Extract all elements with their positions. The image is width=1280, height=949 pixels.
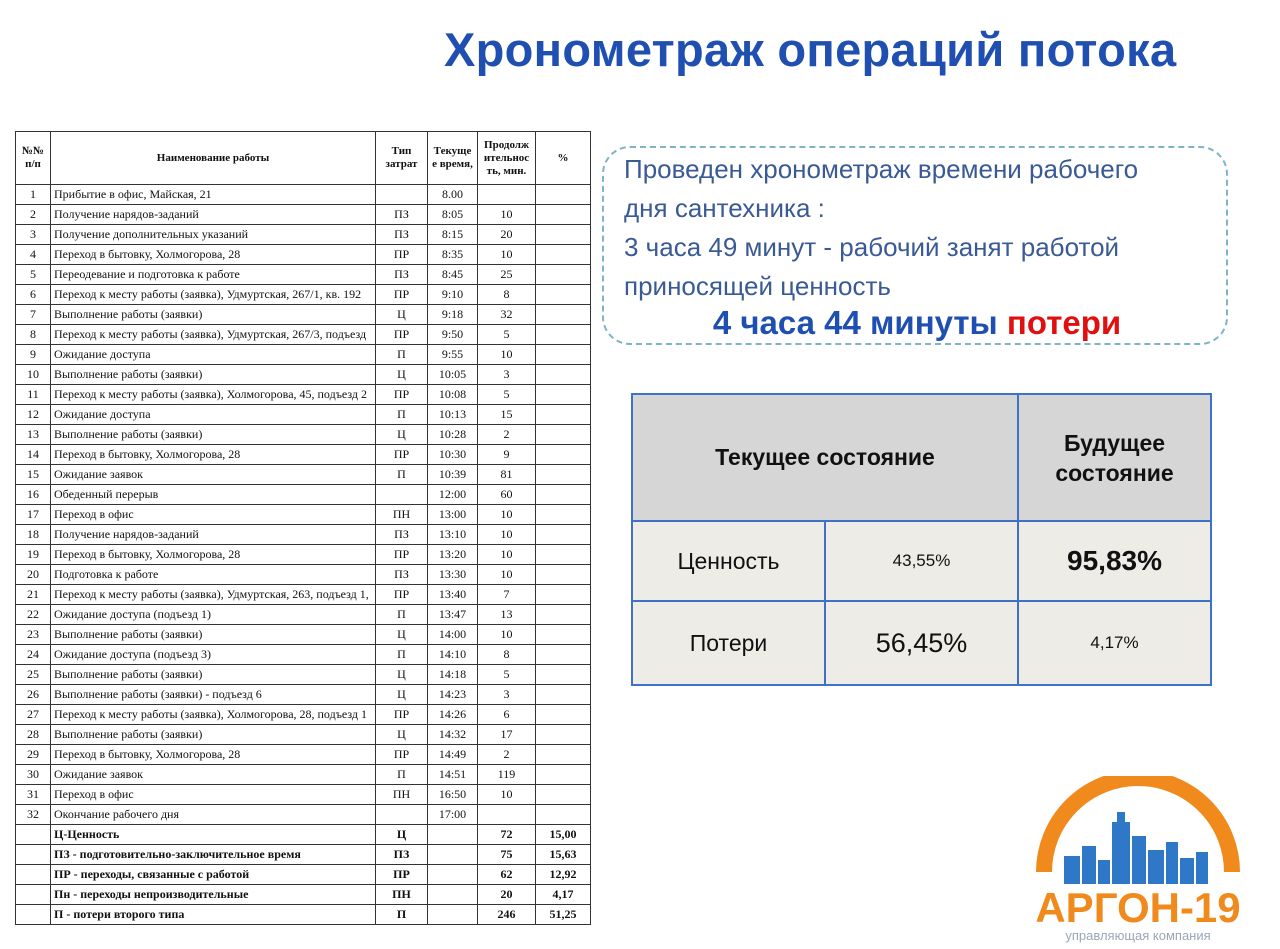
cell-time: 13:30 bbox=[428, 565, 478, 585]
cell-work-name: Ц-Ценность bbox=[51, 825, 376, 845]
cell-number: 21 bbox=[16, 585, 51, 605]
cell-cost-type bbox=[376, 485, 428, 505]
cell-number: 30 bbox=[16, 765, 51, 785]
cell-number: 15 bbox=[16, 465, 51, 485]
cell-time bbox=[428, 885, 478, 905]
cell-cost-type: Ц bbox=[376, 625, 428, 645]
cell-percent bbox=[536, 565, 591, 585]
cell-percent bbox=[536, 605, 591, 625]
cell-work-name: Окончание рабочего дня bbox=[51, 805, 376, 825]
cell-work-name: Выполнение работы (заявки) - подъезд 6 bbox=[51, 685, 376, 705]
table-row bbox=[16, 565, 591, 585]
cell-time: 13:20 bbox=[428, 545, 478, 565]
cell-number: 23 bbox=[16, 625, 51, 645]
cell-percent bbox=[536, 485, 591, 505]
cell-percent bbox=[536, 405, 591, 425]
table-row bbox=[16, 185, 591, 205]
cell-cost-type: Ц bbox=[376, 725, 428, 745]
cell-percent bbox=[536, 345, 591, 365]
cell-percent bbox=[536, 745, 591, 765]
cell-work-name: Получение нарядов-заданий bbox=[51, 525, 376, 545]
cell-number: 28 bbox=[16, 725, 51, 745]
cell-cost-type: П bbox=[376, 405, 428, 425]
cell-time: 13:40 bbox=[428, 585, 478, 605]
cell-percent bbox=[536, 185, 591, 205]
cell-time: 14:23 bbox=[428, 685, 478, 705]
cell-cost-type: ПЗ bbox=[376, 565, 428, 585]
cell-number: 17 bbox=[16, 505, 51, 525]
cell-cost-type: ПН bbox=[376, 785, 428, 805]
table-header-row bbox=[16, 132, 591, 185]
cell-number: 24 bbox=[16, 645, 51, 665]
cell-number: 31 bbox=[16, 785, 51, 805]
cell-percent bbox=[536, 625, 591, 645]
cell-work-name: Переход в офис bbox=[51, 505, 376, 525]
cell-percent bbox=[536, 645, 591, 665]
cell-duration: 60 bbox=[478, 485, 536, 505]
value-future: 95,83% bbox=[1018, 521, 1211, 601]
argon-logo-image bbox=[1022, 776, 1254, 944]
cell-work-name: Ожидание доступа (подъезд 3) bbox=[51, 645, 376, 665]
cell-work-name: П - потери второго типа bbox=[51, 905, 376, 925]
cell-work-name: Получение дополнительных указаний bbox=[51, 225, 376, 245]
table-row bbox=[16, 785, 591, 805]
cell-percent bbox=[536, 385, 591, 405]
cell-percent: 15,63 bbox=[536, 845, 591, 865]
cell-cost-type: Ц bbox=[376, 685, 428, 705]
cell-number: 1 bbox=[16, 185, 51, 205]
table-row bbox=[16, 545, 591, 565]
cell-work-name: Получение нарядов-заданий bbox=[51, 205, 376, 225]
cell-number: 26 bbox=[16, 685, 51, 705]
cell-percent bbox=[536, 785, 591, 805]
cell-work-name: Прибытие в офис, Майская, 21 bbox=[51, 185, 376, 205]
cell-time: 13:10 bbox=[428, 525, 478, 545]
cell-work-name: Ожидание заявок bbox=[51, 465, 376, 485]
table-row bbox=[16, 445, 591, 465]
table-row bbox=[16, 665, 591, 685]
callout-line: 3 часа 49 минут - рабочий занят работой bbox=[624, 232, 1120, 262]
cell-duration bbox=[478, 805, 536, 825]
cell-work-name: Переход в бытовку, Холмогорова, 28 bbox=[51, 245, 376, 265]
cell-number bbox=[16, 885, 51, 905]
cell-work-name: ПЗ - подготовительно-заключительное время bbox=[51, 845, 376, 865]
cell-cost-type bbox=[376, 805, 428, 825]
cell-work-name: Переход в офис bbox=[51, 785, 376, 805]
cell-percent bbox=[536, 325, 591, 345]
summary-row bbox=[16, 865, 591, 885]
cell-number: 10 bbox=[16, 365, 51, 385]
table-row bbox=[16, 485, 591, 505]
cell-percent bbox=[536, 265, 591, 285]
cell-number: 29 bbox=[16, 745, 51, 765]
cell-percent bbox=[536, 305, 591, 325]
cell-percent bbox=[536, 765, 591, 785]
cell-work-name: Переход в бытовку, Холмогорова, 28 bbox=[51, 445, 376, 465]
cell-number bbox=[16, 905, 51, 925]
loss-word: потери bbox=[1006, 304, 1122, 341]
cell-duration: 10 bbox=[478, 525, 536, 545]
cell-time: 17:00 bbox=[428, 805, 478, 825]
cell-duration: 17 bbox=[478, 725, 536, 745]
cell-work-name: Выполнение работы (заявки) bbox=[51, 365, 376, 385]
cell-time: 10:05 bbox=[428, 365, 478, 385]
cell-duration: 10 bbox=[478, 245, 536, 265]
cell-work-name: Выполнение работы (заявки) bbox=[51, 625, 376, 645]
cell-number: 18 bbox=[16, 525, 51, 545]
loss-current: 56,45% bbox=[825, 601, 1018, 685]
cell-number: 9 bbox=[16, 345, 51, 365]
cell-cost-type: ПЗ bbox=[376, 845, 428, 865]
table-row bbox=[16, 585, 591, 605]
callout-line: приносящей ценность bbox=[624, 271, 891, 301]
table-row bbox=[16, 285, 591, 305]
col-header-cost-type: Тип затрат bbox=[376, 132, 428, 185]
table-row bbox=[16, 765, 591, 785]
table-row bbox=[16, 265, 591, 285]
summary-callout bbox=[602, 146, 1228, 345]
cell-duration: 81 bbox=[478, 465, 536, 485]
summary-row bbox=[16, 825, 591, 845]
cell-work-name: Переход к месту работы (заявка), Удмуртская, 263, подъезд 1, bbox=[51, 585, 376, 605]
cell-work-name: Подготовка к работе bbox=[51, 565, 376, 585]
cell-time: 8.00 bbox=[428, 185, 478, 205]
cell-cost-type: ПЗ bbox=[376, 525, 428, 545]
cell-duration: 72 bbox=[478, 825, 536, 845]
cell-number: 2 bbox=[16, 205, 51, 225]
cell-duration: 10 bbox=[478, 565, 536, 585]
cell-number bbox=[16, 865, 51, 885]
cell-cost-type: Ц bbox=[376, 665, 428, 685]
cell-cost-type: ПР bbox=[376, 545, 428, 565]
cell-time: 12:00 bbox=[428, 485, 478, 505]
cell-time: 9:10 bbox=[428, 285, 478, 305]
cell-cost-type: ПР bbox=[376, 585, 428, 605]
cell-percent bbox=[536, 365, 591, 385]
cell-duration: 10 bbox=[478, 505, 536, 525]
cell-percent bbox=[536, 585, 591, 605]
table-row bbox=[16, 645, 591, 665]
cell-percent: 12,92 bbox=[536, 865, 591, 885]
cell-duration: 32 bbox=[478, 305, 536, 325]
chronometry-table bbox=[15, 131, 590, 925]
cell-duration: 246 bbox=[478, 905, 536, 925]
cell-duration: 8 bbox=[478, 285, 536, 305]
cell-number: 20 bbox=[16, 565, 51, 585]
cell-time: 13:47 bbox=[428, 605, 478, 625]
summary-row bbox=[16, 845, 591, 865]
cell-cost-type: ПР bbox=[376, 325, 428, 345]
cell-time bbox=[428, 905, 478, 925]
cell-duration: 20 bbox=[478, 225, 536, 245]
callout-text bbox=[624, 150, 1138, 306]
cell-duration: 6 bbox=[478, 705, 536, 725]
cell-time: 14:18 bbox=[428, 665, 478, 685]
table-row bbox=[16, 345, 591, 365]
summary-row bbox=[16, 885, 591, 905]
value-label: Ценность bbox=[632, 521, 825, 601]
cell-time: 8:45 bbox=[428, 265, 478, 285]
cell-duration: 10 bbox=[478, 785, 536, 805]
cell-time: 8:35 bbox=[428, 245, 478, 265]
table-row bbox=[16, 625, 591, 645]
cell-time: 14:10 bbox=[428, 645, 478, 665]
table-row bbox=[16, 805, 591, 825]
cell-cost-type: ПР bbox=[376, 745, 428, 765]
cell-percent bbox=[536, 245, 591, 265]
page-title: Хронометраж операций потока bbox=[444, 23, 1177, 76]
cell-duration: 2 bbox=[478, 425, 536, 445]
cell-time: 10:13 bbox=[428, 405, 478, 425]
cell-percent bbox=[536, 425, 591, 445]
cell-duration: 5 bbox=[478, 665, 536, 685]
cell-work-name: Ожидание доступа (подъезд 1) bbox=[51, 605, 376, 625]
table-row bbox=[16, 305, 591, 325]
logo-name: АРГОН-19 bbox=[1035, 884, 1241, 931]
table-row bbox=[16, 505, 591, 525]
cell-time: 10:39 bbox=[428, 465, 478, 485]
logo-tagline: управляющая компания bbox=[1065, 928, 1211, 943]
value-current: 43,55% bbox=[825, 521, 1018, 601]
cell-number bbox=[16, 845, 51, 865]
col-header-number: №№ п/п bbox=[16, 132, 51, 185]
table-row bbox=[16, 725, 591, 745]
cell-percent bbox=[536, 685, 591, 705]
loss-label: Потери bbox=[632, 601, 825, 685]
cell-number: 8 bbox=[16, 325, 51, 345]
table-row bbox=[16, 385, 591, 405]
table-row bbox=[16, 225, 591, 245]
summary-row bbox=[16, 905, 591, 925]
cell-work-name: Переход к месту работы (заявка), Холмогорова, 45, подъезд 2 bbox=[51, 385, 376, 405]
cell-duration: 15 bbox=[478, 405, 536, 425]
cell-work-name: Выполнение работы (заявки) bbox=[51, 425, 376, 445]
table-row bbox=[16, 325, 591, 345]
cell-cost-type: П bbox=[376, 345, 428, 365]
cell-cost-type: ПР bbox=[376, 285, 428, 305]
cell-duration: 9 bbox=[478, 445, 536, 465]
cell-cost-type: ПР bbox=[376, 865, 428, 885]
cell-duration: 13 bbox=[478, 605, 536, 625]
col-header-percent: % bbox=[536, 132, 591, 185]
cell-number: 16 bbox=[16, 485, 51, 505]
cell-duration: 10 bbox=[478, 625, 536, 645]
cell-duration: 10 bbox=[478, 205, 536, 225]
cell-cost-type: П bbox=[376, 605, 428, 625]
cell-number: 12 bbox=[16, 405, 51, 425]
cell-number: 6 bbox=[16, 285, 51, 305]
cell-percent bbox=[536, 445, 591, 465]
future-header-line1: Будущее bbox=[1063, 429, 1166, 456]
cell-work-name: Переход в бытовку, Холмогорова, 28 bbox=[51, 745, 376, 765]
cell-percent bbox=[536, 465, 591, 485]
cell-number: 3 bbox=[16, 225, 51, 245]
cell-time bbox=[428, 825, 478, 845]
cell-work-name: Ожидание заявок bbox=[51, 765, 376, 785]
cell-cost-type: ПР bbox=[376, 705, 428, 725]
cell-time: 8:15 bbox=[428, 225, 478, 245]
cell-percent bbox=[536, 665, 591, 685]
cell-percent bbox=[536, 225, 591, 245]
cell-work-name: Переодевание и подготовка к работе bbox=[51, 265, 376, 285]
cell-percent: 51,25 bbox=[536, 905, 591, 925]
cell-number: 13 bbox=[16, 425, 51, 445]
cell-number: 7 bbox=[16, 305, 51, 325]
loss-duration: 4 часа 44 минуты bbox=[712, 304, 998, 341]
cell-time: 14:26 bbox=[428, 705, 478, 725]
cell-duration bbox=[478, 185, 536, 205]
cell-work-name: ПР - переходы, связанные с работой bbox=[51, 865, 376, 885]
cell-number: 27 bbox=[16, 705, 51, 725]
cell-cost-type: П bbox=[376, 645, 428, 665]
cell-duration: 8 bbox=[478, 645, 536, 665]
table-row bbox=[16, 425, 591, 445]
cell-time: 14:00 bbox=[428, 625, 478, 645]
future-header-line2: состояние bbox=[1055, 459, 1174, 486]
cell-cost-type: ПР bbox=[376, 445, 428, 465]
callout-line: дня сантехника : bbox=[624, 193, 825, 223]
cell-cost-type: ПЗ bbox=[376, 225, 428, 245]
cell-number: 32 bbox=[16, 805, 51, 825]
table-row bbox=[16, 465, 591, 485]
cell-time: 8:05 bbox=[428, 205, 478, 225]
cell-time: 9:18 bbox=[428, 305, 478, 325]
current-state-header: Текущее состояние bbox=[632, 394, 1018, 521]
cell-time: 14:32 bbox=[428, 725, 478, 745]
cell-duration: 20 bbox=[478, 885, 536, 905]
cell-time: 13:00 bbox=[428, 505, 478, 525]
cell-cost-type: Ц bbox=[376, 825, 428, 845]
cell-percent bbox=[536, 285, 591, 305]
cell-duration: 10 bbox=[478, 345, 536, 365]
cell-percent bbox=[536, 205, 591, 225]
cell-duration: 75 bbox=[478, 845, 536, 865]
cell-percent bbox=[536, 805, 591, 825]
cell-work-name: Переход к месту работы (заявка), Удмуртская, 267/3, подъезд bbox=[51, 325, 376, 345]
cell-time: 10:30 bbox=[428, 445, 478, 465]
cell-time: 14:49 bbox=[428, 745, 478, 765]
cell-work-name: Переход в бытовку, Холмогорова, 28 bbox=[51, 545, 376, 565]
col-header-work-name: Наименование работы bbox=[51, 132, 376, 185]
company-logo bbox=[1022, 776, 1254, 944]
table-row bbox=[16, 705, 591, 725]
cell-duration: 62 bbox=[478, 865, 536, 885]
cell-cost-type: П bbox=[376, 905, 428, 925]
cell-duration: 10 bbox=[478, 545, 536, 565]
table-row bbox=[16, 745, 591, 765]
cell-percent: 4,17 bbox=[536, 885, 591, 905]
cell-number: 4 bbox=[16, 245, 51, 265]
col-header-current-time: Текуще е время, bbox=[428, 132, 478, 185]
cell-number bbox=[16, 825, 51, 845]
table-row bbox=[16, 365, 591, 385]
table-row bbox=[16, 205, 591, 225]
cell-cost-type: Ц bbox=[376, 305, 428, 325]
cell-percent bbox=[536, 505, 591, 525]
cell-work-name: Выполнение работы (заявки) bbox=[51, 665, 376, 685]
cell-work-name: Обеденный перерыв bbox=[51, 485, 376, 505]
cell-time: 16:50 bbox=[428, 785, 478, 805]
cell-work-name: Переход к месту работы (заявка), Холмогорова, 28, подъезд 1 bbox=[51, 705, 376, 725]
cell-duration: 5 bbox=[478, 325, 536, 345]
table-row bbox=[16, 405, 591, 425]
cell-work-name: Ожидание доступа bbox=[51, 345, 376, 365]
cell-duration: 3 bbox=[478, 365, 536, 385]
col-header-duration: Продолж ительнос ть, мин. bbox=[478, 132, 536, 185]
cell-duration: 7 bbox=[478, 585, 536, 605]
cell-work-name: Пн - переходы непроизводительные bbox=[51, 885, 376, 905]
cell-number: 11 bbox=[16, 385, 51, 405]
cell-number: 14 bbox=[16, 445, 51, 465]
cell-cost-type: П bbox=[376, 765, 428, 785]
loss-future: 4,17% bbox=[1018, 601, 1211, 685]
cell-cost-type: ПЗ bbox=[376, 265, 428, 285]
cell-work-name: Выполнение работы (заявки) bbox=[51, 305, 376, 325]
cell-duration: 2 bbox=[478, 745, 536, 765]
cell-percent bbox=[536, 705, 591, 725]
state-comparison-table bbox=[631, 393, 1212, 686]
cell-cost-type: ПН bbox=[376, 885, 428, 905]
cell-number: 25 bbox=[16, 665, 51, 685]
cell-number: 22 bbox=[16, 605, 51, 625]
table-row bbox=[16, 245, 591, 265]
cell-time: 10:08 bbox=[428, 385, 478, 405]
table-row bbox=[16, 605, 591, 625]
cell-time: 10:28 bbox=[428, 425, 478, 445]
cell-duration: 25 bbox=[478, 265, 536, 285]
callout-loss-highlight bbox=[604, 304, 1230, 342]
cell-cost-type bbox=[376, 185, 428, 205]
cell-time bbox=[428, 845, 478, 865]
cell-cost-type: ПЗ bbox=[376, 205, 428, 225]
cell-cost-type: ПР bbox=[376, 245, 428, 265]
cell-number: 5 bbox=[16, 265, 51, 285]
table-row bbox=[16, 685, 591, 705]
cell-work-name: Выполнение работы (заявки) bbox=[51, 725, 376, 745]
cell-percent: 15,00 bbox=[536, 825, 591, 845]
cell-time: 9:55 bbox=[428, 345, 478, 365]
cell-cost-type: П bbox=[376, 465, 428, 485]
cell-work-name: Ожидание доступа bbox=[51, 405, 376, 425]
cell-percent bbox=[536, 545, 591, 565]
cell-duration: 5 bbox=[478, 385, 536, 405]
cell-work-name: Переход к месту работы (заявка), Удмуртская, 267/1, кв. 192 bbox=[51, 285, 376, 305]
cell-percent bbox=[536, 525, 591, 545]
future-state-header bbox=[1018, 394, 1211, 521]
cell-number: 19 bbox=[16, 545, 51, 565]
cell-percent bbox=[536, 725, 591, 745]
cell-cost-type: ПН bbox=[376, 505, 428, 525]
cell-duration: 3 bbox=[478, 685, 536, 705]
cell-duration: 119 bbox=[478, 765, 536, 785]
cell-time: 14:51 bbox=[428, 765, 478, 785]
table-row bbox=[16, 525, 591, 545]
callout-line: Проведен хронометраж времени рабочего bbox=[624, 154, 1139, 184]
cell-cost-type: Ц bbox=[376, 365, 428, 385]
cell-cost-type: Ц bbox=[376, 425, 428, 445]
cell-time bbox=[428, 865, 478, 885]
cell-cost-type: ПР bbox=[376, 385, 428, 405]
cell-time: 9:50 bbox=[428, 325, 478, 345]
